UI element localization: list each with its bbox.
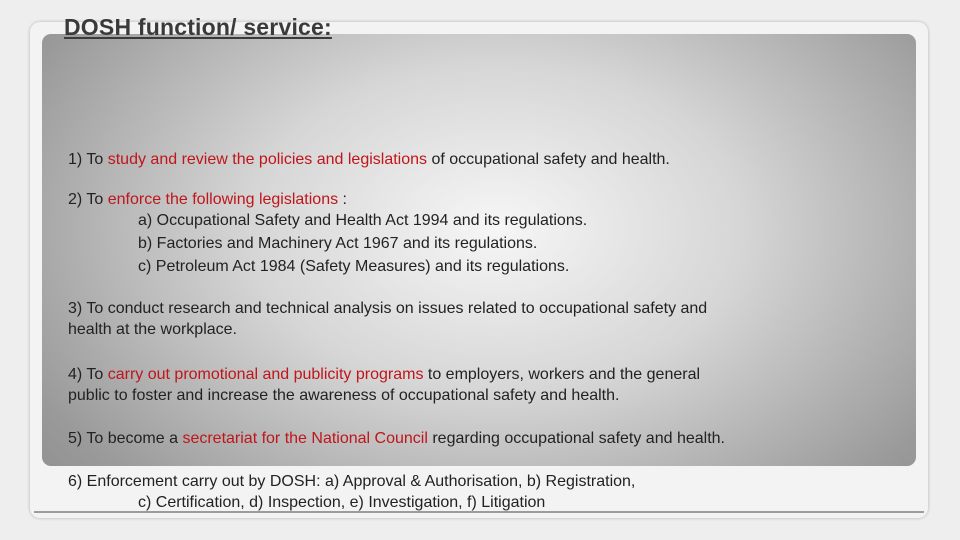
slide-title: DOSH function/ service:	[64, 14, 332, 40]
item-5: 5) To become a secretariat for the National Council regarding occupational safety and health.	[68, 430, 725, 447]
item-2: 2) To enforce the following legislations :	[68, 191, 347, 208]
item-4: 4) To carry out promotional and publicity programs to employers, workers and the general	[68, 366, 701, 383]
item-1: 1) To study and review the policies and legislations of occupational safety and health.	[68, 151, 670, 168]
item-6: 6) Enforcement carry out by DOSH: a) Approval & Authorisation, b) Registration,	[68, 473, 636, 490]
item-4-cont: public to foster and increase the awareness of occupational safety and health.	[68, 387, 620, 404]
item-2c: c) Petroleum Act 1984 (Safety Measures) and its regulations.	[138, 258, 570, 275]
item-6-cont: c) Certification, d) Inspection, e) Investigation, f) Litigation	[138, 494, 546, 511]
item-3: 3) To conduct research and technical analysis on issues related to occupational safety and	[68, 300, 708, 317]
item-2a: a) Occupational Safety and Health Act 1994 and its regulations.	[138, 212, 588, 229]
item-3-cont: health at the workplace.	[68, 321, 237, 338]
item-2-highlight: enforce the following legislations	[107, 191, 339, 208]
item-4-highlight: carry out promotional and publicity programs	[107, 366, 424, 383]
item-2b: b) Factories and Machinery Act 1967 and its regulations.	[138, 235, 538, 252]
item-5-highlight: secretariat for the National Council	[182, 430, 428, 447]
item-1-highlight: study and review the policies and legislations	[107, 151, 428, 168]
